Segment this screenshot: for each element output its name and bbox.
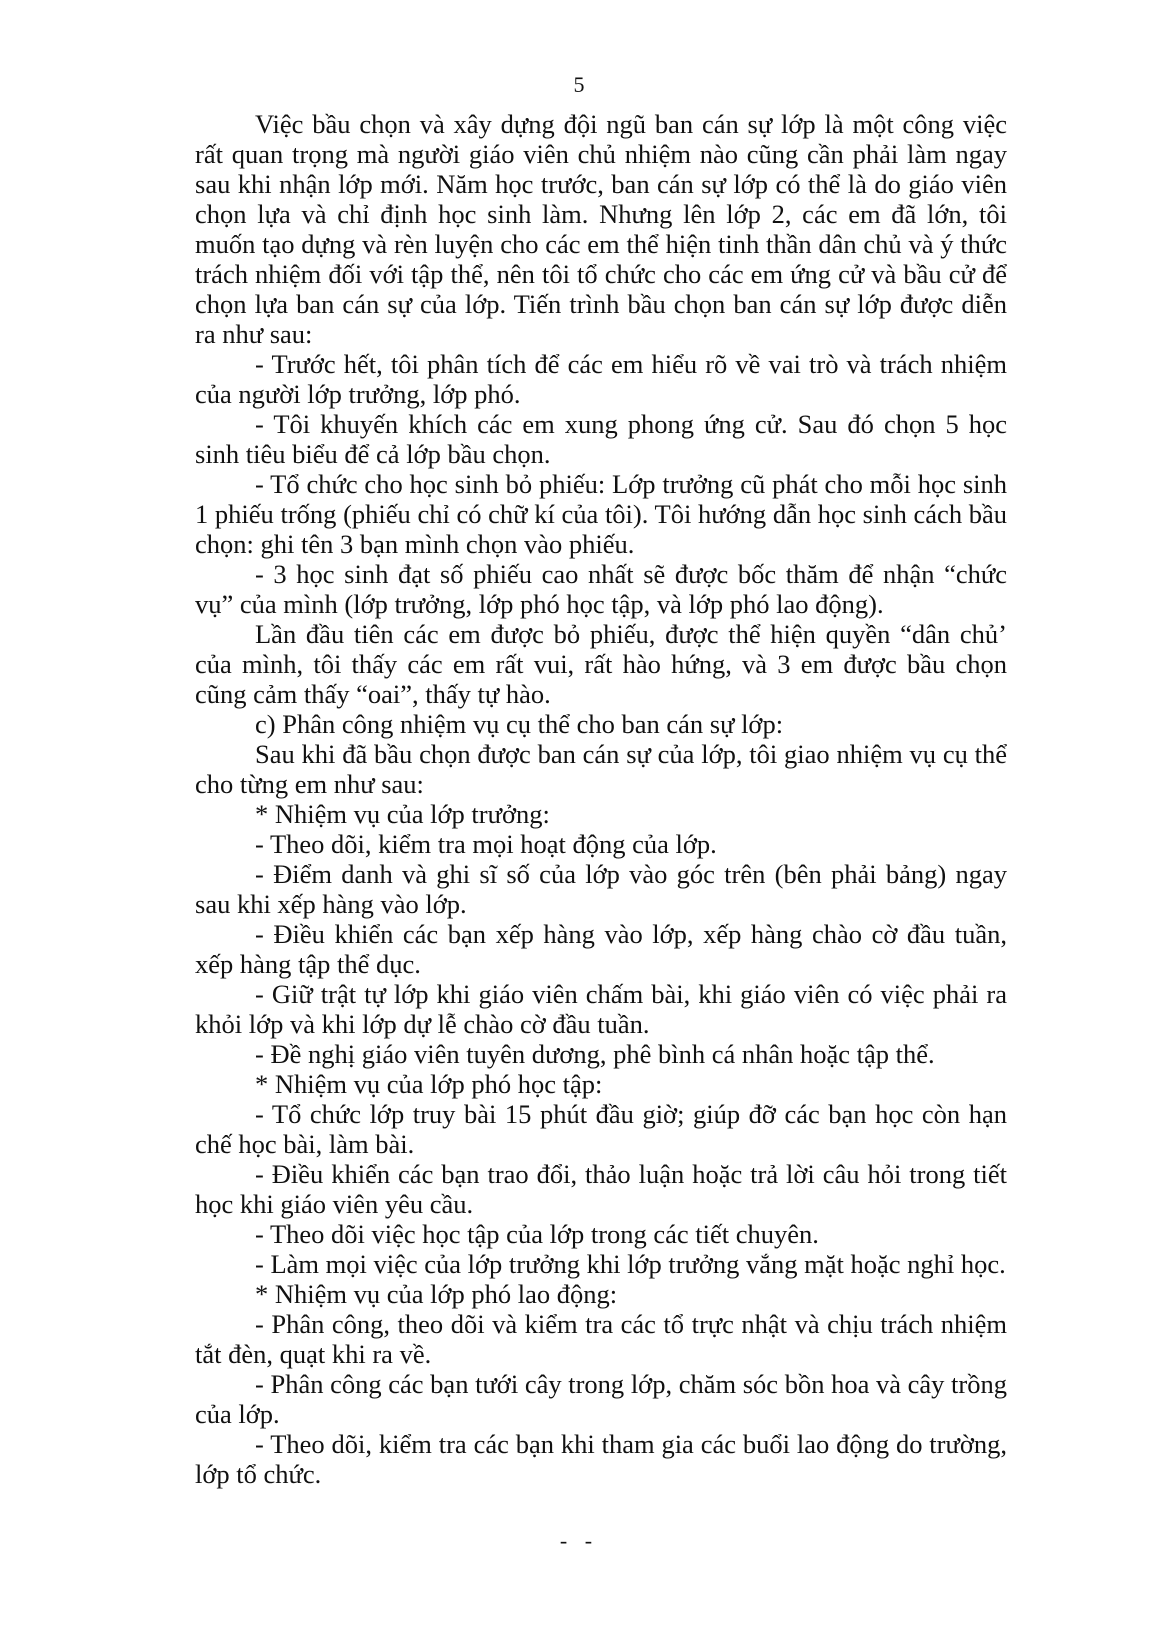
paragraph-step-analyze: - Trước hết, tôi phân tích để các em hiểu rõ về vai trò và trách nhiệm của người lớp trưởng, lớp phó. bbox=[195, 349, 1007, 409]
paragraph-intro: Việc bầu chọn và xây dựng đội ngũ ban cán sự lớp là một công việc rất quan trọng mà người giáo viên chủ nhiệm nào cũng cần phải làm ngay sau khi nhận lớp mới. Năm học trước, ban cán sự lớp có thể là do giáo viên chọn lựa và chỉ định học sinh làm. Nhưng lên lớp 2, các em đã lớn, tôi muốn tạo dựng và rèn luyện cho các em thể hiện tinh thần dân chủ và ý thức trách nhiệm đối với tập thể, nên tôi tổ chức cho các em ứng cử và bầu cử để chọn lựa ban cán sự của lớp. Tiến trình bầu chọn ban cán sự lớp được diễn ra như sau: bbox=[195, 109, 1007, 349]
paragraph-assign-intro: Sau khi đã bầu chọn được ban cán sự của lớp, tôi giao nhiệm vụ cụ thể cho từng em như sau: bbox=[195, 739, 1007, 799]
list-item: - Điều khiển các bạn trao đổi, thảo luận hoặc trả lời câu hỏi trong tiết học khi giáo viên yêu cầu. bbox=[195, 1159, 1007, 1219]
heading-labor-deputy: * Nhiệm vụ của lớp phó lao động: bbox=[255, 1279, 618, 1309]
paragraph-step-vote: - Tổ chức cho học sinh bỏ phiếu: Lớp trưởng cũ phát cho mỗi học sinh 1 phiếu trống (phiếu chỉ có chữ kí của tôi). Tôi hướng dẫn học sinh cách bầu chọn: ghi tên 3 bạn mình chọn vào phiếu. bbox=[195, 469, 1007, 559]
body-text bbox=[195, 109, 1007, 1489]
paragraph-first-vote: Lần đầu tiên các em được bỏ phiếu, được thể hiện quyền “dân chủ’ của mình, tôi thấy các em rất vui, rất hào hứng, và 3 em được bầu chọn cũng cảm thấy “oai”, thấy tự hào. bbox=[195, 619, 1007, 709]
list-item: - Theo dõi, kiểm tra các bạn khi tham gia các buổi lao động do trường, lớp tổ chức. bbox=[195, 1429, 1007, 1489]
page-number: 5 bbox=[573, 72, 585, 97]
paragraph-step-nominate: - Tôi khuyến khích các em xung phong ứng cử. Sau đó chọn 5 học sinh tiêu biểu để cả lớp bầu chọn. bbox=[195, 409, 1007, 469]
page-footer: - - bbox=[559, 1528, 599, 1553]
list-item: - Phân công các bạn tưới cây trong lớp, chăm sóc bồn hoa và cây trồng của lớp. bbox=[195, 1369, 1007, 1429]
section-heading-c: c) Phân công nhiệm vụ cụ thể cho ban cán sự lớp: bbox=[255, 709, 784, 739]
list-item: - Tổ chức lớp truy bài 15 phút đầu giờ; giúp đỡ các bạn học còn hạn chế học bài, làm bài. bbox=[195, 1099, 1007, 1159]
list-item: - Theo dõi, kiểm tra mọi hoạt động của lớp. bbox=[255, 829, 717, 859]
list-item: - Theo dõi việc học tập của lớp trong các tiết chuyên. bbox=[255, 1219, 819, 1249]
heading-study-deputy: * Nhiệm vụ của lớp phó học tập: bbox=[255, 1069, 603, 1099]
list-item: - Điểm danh và ghi sĩ số của lớp vào góc trên (bên phải bảng) ngay sau khi xếp hàng vào lớp. bbox=[195, 859, 1007, 919]
list-item: - Điều khiển các bạn xếp hàng vào lớp, xếp hàng chào cờ đầu tuần, xếp hàng tập thể dục. bbox=[195, 919, 1007, 979]
list-item: - Phân công, theo dõi và kiểm tra các tổ trực nhật và chịu trách nhiệm tắt đèn, quạt khi ra về. bbox=[195, 1309, 1007, 1369]
heading-class-monitor: * Nhiệm vụ của lớp trưởng: bbox=[255, 799, 550, 829]
paragraph-step-draw: - 3 học sinh đạt số phiếu cao nhất sẽ được bốc thăm để nhận “chức vụ” của mình (lớp trưởng, lớp phó học tập, và lớp phó lao động). bbox=[195, 559, 1007, 619]
list-item: - Giữ trật tự lớp khi giáo viên chấm bài, khi giáo viên có việc phải ra khỏi lớp và khi lớp dự lễ chào cờ đầu tuần. bbox=[195, 979, 1007, 1039]
list-item: - Đề nghị giáo viên tuyên dương, phê bình cá nhân hoặc tập thể. bbox=[255, 1039, 935, 1069]
list-item: - Làm mọi việc của lớp trưởng khi lớp trưởng vắng mặt hoặc nghỉ học. bbox=[255, 1249, 1006, 1279]
